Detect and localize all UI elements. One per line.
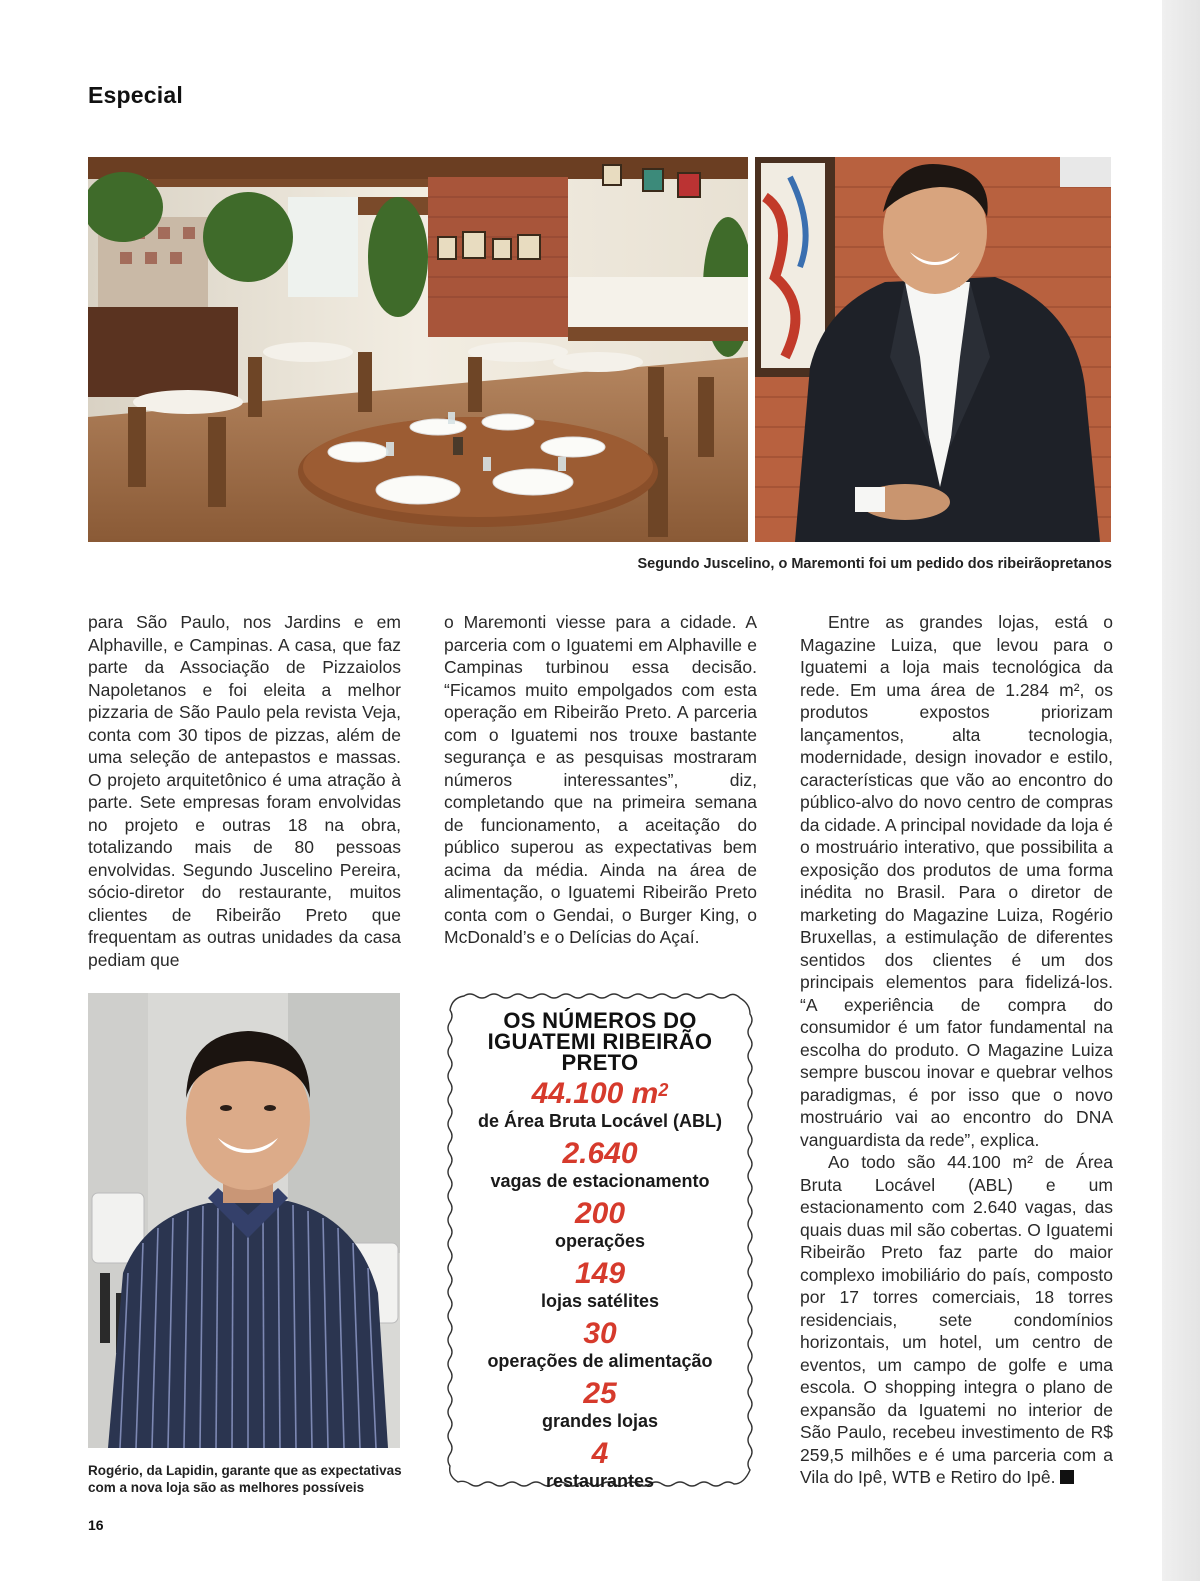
fact-value <box>444 1199 756 1229</box>
fact-label: operações <box>554 1231 646 1251</box>
fact-value-superscript: 2 <box>658 1080 669 1100</box>
end-mark-icon <box>1060 1470 1074 1484</box>
article-column-1 <box>88 611 401 971</box>
article-paragraph-text: Ao todo são 44.100 m² de Área Bruta Locável (ABL) e um estacionamento com 2.640 vagas, das quais duas mil são cobertas. O Iguatemi Ribeirão Preto faz parte do maior complexo imobiliário do país, composto por 17 torres comerciais, 18 torres residenciais, sete condomínios horizontais, um hotel, um centro de eventos, um campo de golfe e uma escola. O shopping integra o plano de expansão da Iguatemi no interior de São Paulo, recebeu investimento de R$ 259,5 milhões e é uma parceria com a Vila do Ipê, WTB e Retiro do Ipê. <box>800 1152 1113 1487</box>
article-paragraph-final <box>800 1151 1113 1489</box>
fact-value <box>444 1319 756 1349</box>
fact-value-number: 2.640 <box>562 1137 638 1170</box>
fact-value-number: 44.100 m <box>531 1077 659 1110</box>
facts-list <box>444 1079 756 1493</box>
juscelino-portrait-photo <box>755 157 1111 542</box>
article-column-3 <box>800 611 1113 1489</box>
fact-value-number: 149 <box>574 1257 626 1290</box>
fact-label: restaurantes <box>545 1471 655 1491</box>
fact-value-number: 25 <box>583 1377 617 1410</box>
article-column-2 <box>444 611 757 949</box>
fact-label: vagas de estacionamento <box>490 1171 710 1191</box>
fact-value <box>444 1439 756 1469</box>
fact-value <box>444 1259 756 1289</box>
restaurant-photo <box>88 157 748 542</box>
fact-value-number: 30 <box>583 1317 617 1350</box>
facts-title: OS NÚMEROS DO IGUATEMI RIBEIRÃO PRETO <box>487 1008 713 1075</box>
fact-value-number: 200 <box>574 1197 626 1230</box>
fact-label: lojas satélites <box>540 1291 660 1311</box>
top-photo-caption: Segundo Juscelino, o Maremonti foi um pedido dos ribeirãopretanos <box>637 556 1112 572</box>
fact-value <box>444 1079 756 1109</box>
fact-value <box>444 1379 756 1409</box>
fact-label: de Área Bruta Locável (ABL) <box>477 1111 723 1131</box>
fact-label: grandes lojas <box>541 1411 659 1431</box>
article-paragraph: para São Paulo, nos Jardins e em Alphaville, e Campinas. A casa, que faz parte da Associação de Pizzaiolos Napoletanos e foi eleita a melhor pizzaria de São Paulo pela revista Veja, conta com 30 tipos de pizzas, além de uma seleção de antepastos e massas. O projeto arquitetônico é uma atração à parte. Sete empresas foram envolvidas no projeto e outras 18 na obra, totalizando mais de 80 pessoas envolvidas. Segundo Juscelino Pereira, sócio-diretor do restaurante, muitos clientes de Ribeirão Preto que frequentam as outras unidades da casa pediam que <box>88 612 401 970</box>
page-edge-strip <box>1162 0 1200 1581</box>
facts-box <box>444 990 756 1490</box>
page-number: 16 <box>88 1517 104 1533</box>
section-label: Especial <box>88 82 183 108</box>
bottom-photo-caption: Rogério, da Lapidin, garante que as expectativas com a nova loja são as melhores possíveis <box>88 1463 402 1495</box>
fact-label: operações de alimentação <box>487 1351 713 1371</box>
fact-value-number: 4 <box>591 1437 609 1470</box>
article-paragraph: Entre as grandes lojas, está o Magazine Luiza, que levou para o Iguatemi a loja mais tecnológica da rede. Em uma área de 1.284 m², os produtos expostos priorizam lançamentos, alta tecnologia, modernidade, design inovador e estilo, características que vão ao encontro do público-alvo do novo centro de compras da cidade. A principal novidade da loja é o mostruário interativo, que possibilita a exposição dos produtos de uma forma inédita no Brasil. Para o diretor de marketing do Magazine Luiza, Rogério Bruxellas, a estimulação de diferentes sentidos dos clientes é um dos principais elementos para fidelizá-los. “A experiência de compra do consumidor é um fator fundamental na escolha do produto. O Magazine Luiza sempre buscou inovar e quebrar velhos paradigmas, é por isso que o novo mostruário vai ao encontro do DNA vanguardista da rede”, explica. <box>800 612 1113 1150</box>
article-paragraph: o Maremonti viesse para a cidade. A parceria com o Iguatemi em Alphaville e Campinas turbinou essa decisão. “Ficamos muito empolgados com esta operação em Ribeirão Preto. A parceria com o Iguatemi nos trouxe bastante segurança e as pesquisas mostraram números interessantes”, diz, completando que na primeira semana de funcionamento, a aceitação do público superou as expectativas bem acima da média. Ainda na área de alimentação, o Iguatemi Ribeirão Preto conta com o Gendai, o Burger King, o McDonald’s e o Delícias do Açaí. <box>444 612 757 947</box>
fact-value <box>444 1139 756 1169</box>
rogerio-portrait-photo <box>88 993 400 1448</box>
facts-content <box>444 1010 756 1493</box>
